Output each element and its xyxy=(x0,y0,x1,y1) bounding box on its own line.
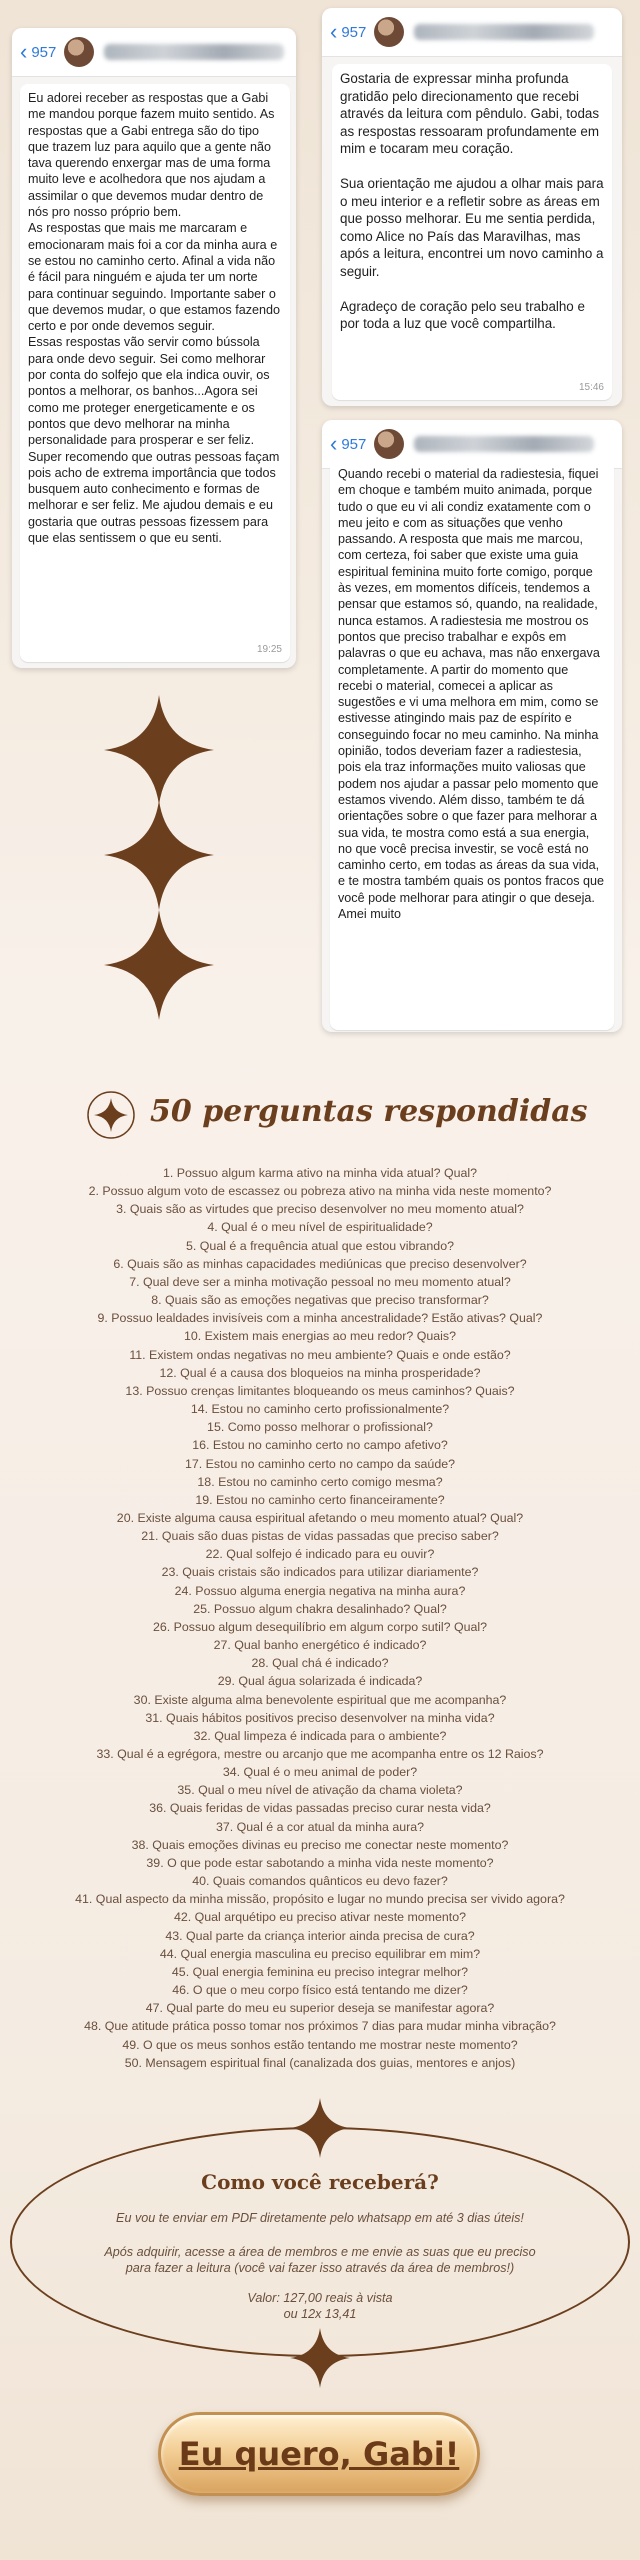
message-bubble xyxy=(330,460,614,1030)
message-text: Quando recebi o material da radiestesia, fiquei em choque e também muito animada, porque tudo o que eu vi ali condiz exatamente com o meu jeito e com as situações que venho passando. A resposta que mais me marcou, com certeza, foi saber que existe uma guia espiritual feminina muito forte comigo, porque às vezes, em momentos difíceis, tendemos a pensar que estamos só, quando, na realidade, nunca estamos. A radiestesia me mostrou os pontos que preciso trabalhar e expôs em palavras o que eu achava, mas não enxergava completamente. A partir do momento que recebi o material, comecei a aplicar as sugestões e vi uma melhora em mim, como se estivesse atingindo mais paz de espírito e conseguindo focar no meu caminho. Na minha opinião, todos deveriam fazer a radiestesia, pois ela traz informações muito valiosas que podem nos ajudar a passar pelo momento que estamos vivendo. Além disso, também te dá orientações sobre o que fazer para melhorar a sua vida, te mostra como está a sua energia, no que você precisa investir, se você está no caminho certo, em todas as áreas da sua vida, e te mostra também quais os pontos fracos que você pode melhorar para atingir o que deseja. Amei muito xyxy=(338,467,605,922)
avatar xyxy=(374,17,404,47)
question-item: 39. O que pode estar sabotando a minha vida neste momento? xyxy=(146,1855,494,1870)
question-item: 37. Qual é a cor atual da minha aura? xyxy=(215,1819,425,1834)
back-button[interactable]: ‹ 957 xyxy=(330,431,367,456)
question-item: 40. Quais comandos quânticos eu devo fazer? xyxy=(192,1874,448,1889)
question-item: 30. Existe alguma alma benevolente espiritual que me acompanha? xyxy=(133,1692,507,1707)
section-title: 50 perguntas respondidas xyxy=(150,1094,588,1129)
message-bubble xyxy=(20,84,290,662)
question-item: 7. Qual deve ser a minha motivação pessoal no meu momento atual? xyxy=(129,1274,511,1289)
question-item: 2. Possuo algum voto de escassez ou pobreza ativo na minha vida neste momento? xyxy=(88,1184,552,1199)
message-time: 15:46 xyxy=(578,381,604,393)
message-time: 19:25 xyxy=(256,643,282,655)
question-item: 17. Estou no caminho certo no campo da saúde? xyxy=(184,1456,456,1471)
question-item: 38. Quais emoções divinas eu preciso me conectar neste momento? xyxy=(131,1837,509,1852)
delivery-installments: ou 12x 13,41 xyxy=(283,2307,357,2321)
question-item: 12. Qual é a causa dos bloqueios na minha prosperidade? xyxy=(159,1365,481,1380)
blurred-contact-name xyxy=(414,436,594,452)
testimonial-chat-1 xyxy=(12,28,296,668)
avatar xyxy=(64,37,94,67)
question-item: 21. Quais são duas pistas de vidas passadas que preciso saber? xyxy=(141,1529,499,1544)
question-item: 23. Quais cristais são indicados para utilizar diariamente? xyxy=(161,1565,479,1580)
question-item: 33. Qual é a egrégora, mestre ou arcanjo que me acompanha entre os 12 Raios? xyxy=(96,1747,544,1761)
delivery-line-2: Após adquirir, acesse a área de membros e me envie as suas que eu preciso para fazer a leitura (você vai fazer isso através da área de membros!) xyxy=(104,2245,536,2275)
question-item: 11. Existem ondas negativas no meu ambiente? Quais e onde estão? xyxy=(129,1347,511,1362)
question-item: 3. Quais são as virtudes que preciso desenvolver no meu momento atual? xyxy=(116,1202,524,1217)
cta-button[interactable]: Eu quero, Gabi! xyxy=(158,2412,480,2496)
testimonial-chat-3 xyxy=(322,420,622,1032)
chevron-left-icon: ‹ xyxy=(330,19,338,44)
question-item: 8. Quais são as emoções negativas que preciso transformar? xyxy=(151,1293,489,1308)
question-item: 16. Estou no caminho certo no campo afetivo? xyxy=(192,1438,448,1453)
question-item: 25. Possuo algum chakra desalinhado? Qual? xyxy=(193,1601,447,1616)
chevron-left-icon: ‹ xyxy=(330,431,338,456)
question-item: 19. Estou no caminho certo financeiramente? xyxy=(195,1492,445,1507)
question-item: 44. Qual energia masculina eu preciso equilibrar em mim? xyxy=(159,1946,481,1961)
delivery-line-1: Eu vou te enviar em PDF diretamente pelo whatsapp em até 3 dias úteis! xyxy=(116,2211,524,2225)
sparkle-star-icon xyxy=(104,795,214,915)
sparkle-star-icon xyxy=(290,2328,350,2388)
question-item: 31. Quais hábitos positivos preciso desenvolver na minha vida? xyxy=(145,1710,495,1725)
questions-list xyxy=(20,1164,620,2072)
message-text: Gostaria de expressar minha profunda gratidão pelo direcionamento que recebi através da leitura com pêndulo. Gabi, todas as respostas ressoaram profundamente em mim e tocaram meu coração. Sua orientação me ajudou a olhar mais para o meu interior e a refletir sobre as áreas em que posso melhorar. Eu me sentia perdida, como Alice no País das Maravilhas, mas após a leitura, encontrei um novo caminho a seguir. Agradeço de coração pelo seu trabalho e por toda a luz que você compartilha. xyxy=(340,71,604,331)
chat-header xyxy=(12,28,296,77)
testimonial-chat-2 xyxy=(322,8,622,406)
question-item: 48. Que atitude prática posso tomar nos próximos 7 dias para mudar minha vibração? xyxy=(84,2019,556,2034)
question-item: 13. Possuo crenças limitantes bloqueando os meus caminhos? Quais? xyxy=(125,1383,515,1398)
question-item: 43. Qual parte da criança interior ainda precisa de cura? xyxy=(165,1928,475,1943)
chat-header xyxy=(322,8,622,57)
question-item: 29. Qual água solarizada é indicada? xyxy=(217,1674,423,1689)
sparkle-star-icon xyxy=(290,2098,350,2158)
question-item: 14. Estou no caminho certo profissionalmente? xyxy=(190,1402,450,1417)
back-button[interactable]: ‹ 957 xyxy=(20,39,57,64)
question-item: 41. Qual aspecto da minha missão, propósito e lugar no mundo precisa ser vivido agora? xyxy=(75,1892,565,1907)
question-item: 10. Existem mais energias ao meu redor? Quais? xyxy=(183,1329,457,1344)
chevron-left-icon: ‹ xyxy=(20,39,28,64)
message-bubble xyxy=(332,64,612,400)
blurred-contact-name xyxy=(104,44,284,60)
question-item: 1. Possuo algum karma ativo na minha vida atual? Qual? xyxy=(162,1166,478,1180)
question-item: 28. Qual chá é indicado? xyxy=(251,1656,389,1671)
question-item: 5. Qual é a frequência atual que estou vibrando? xyxy=(186,1238,454,1253)
question-item: 20. Existe alguma causa espiritual afetando o meu momento atual? Qual? xyxy=(116,1510,524,1525)
question-item: 4. Qual é o meu nível de espiritualidade? xyxy=(207,1220,433,1235)
delivery-price: Valor: 127,00 reais à vista xyxy=(247,2291,393,2305)
question-item: 49. O que os meus sonhos estão tentando me mostrar neste momento? xyxy=(122,2037,518,2052)
question-item: 34. Qual é o meu animal de poder? xyxy=(222,1765,418,1780)
question-item: 27. Qual banho energético é indicado? xyxy=(213,1638,427,1653)
delivery-title: Como você receberá? xyxy=(201,2170,439,2194)
question-item: 9. Possuo lealdades invisíveis com a minha ancestralidade? Estão ativas? Qual? xyxy=(97,1311,543,1326)
question-item: 47. Qual parte do meu eu superior deseja se manifestar agora? xyxy=(145,2001,495,2016)
question-item: 24. Possuo alguma energia negativa na minha aura? xyxy=(174,1583,466,1598)
question-item: 15. Como posso melhorar o profissional? xyxy=(207,1420,433,1435)
message-text: Eu adorei receber as respostas que a Gabi me mandou porque fazem muito sentido. As respostas que a Gabi entrega são do tipo que trazem luz para aquilo que a gente não tava querendo enxergar mas de uma forma muito leve e acolhedora que nos ajudam a assimilar o que devemos mudar dentro de nós pro nosso próprio bem. As respostas que mais me marcaram e emocionaram mais foi a cor da minha aura e se estou no caminho certo. Afinal a vida não é fácil para ninguém e ajuda ter um norte para continuar seguindo. Importante saber o que devemos mudar, o que estamos fazendo certo e por onde devemos seguir. Essas respostas vão servir como bússola para onde devo seguir. Sei como melhorar por conta do solfejo que ela indica ouvir, os pontos a melhorar, os banhos...Agora sei como me proteger energeticamente e os pontos que devo melhorar na minha personalidade para prosperar e ser feliz. Super recomendo que outras pessoas façam pois acho de extrema importância que todos busquem auto conhecimento e formas de melhorar e ser feliz. Me ajudou demais e eu gostaria que outras pessoas fizessem para que elas sentissem o que eu senti. xyxy=(28,91,281,546)
sparkle-star-icon xyxy=(104,905,214,1025)
question-item: 36. Quais feridas de vidas passadas preciso curar nesta vida? xyxy=(149,1801,491,1816)
question-item: 32. Qual limpeza é indicada para o ambiente? xyxy=(193,1728,447,1743)
avatar xyxy=(374,429,404,459)
back-button[interactable]: ‹ 957 xyxy=(330,19,367,44)
question-item: 18. Estou no caminho certo comigo mesma? xyxy=(197,1474,443,1489)
question-item: 22. Qual solfejo é indicado para eu ouvir? xyxy=(205,1547,435,1562)
sparkle-star-icon xyxy=(104,690,214,810)
question-item: 35. Qual o meu nível de ativação da chama violeta? xyxy=(177,1783,463,1798)
question-item: 26. Possuo algum desequilíbrio em algum corpo sutil? Qual? xyxy=(152,1619,488,1634)
question-item: 50. Mensagem espiritual final (canalizada dos guias, mentores e anjos) xyxy=(124,2055,516,2070)
question-item: 45. Qual energia feminina eu preciso integrar melhor? xyxy=(171,1964,469,1979)
question-item: 6. Quais são as minhas capacidades mediúnicas que preciso desenvolver? xyxy=(113,1256,527,1271)
question-item: 46. O que o meu corpo físico está tentando me dizer? xyxy=(172,1983,468,1998)
delivery-oval xyxy=(10,2127,630,2357)
question-item: 42. Qual arquétipo eu preciso ativar neste momento? xyxy=(173,1910,467,1925)
blurred-contact-name xyxy=(414,24,594,40)
circle-star-icon xyxy=(86,1090,136,1140)
